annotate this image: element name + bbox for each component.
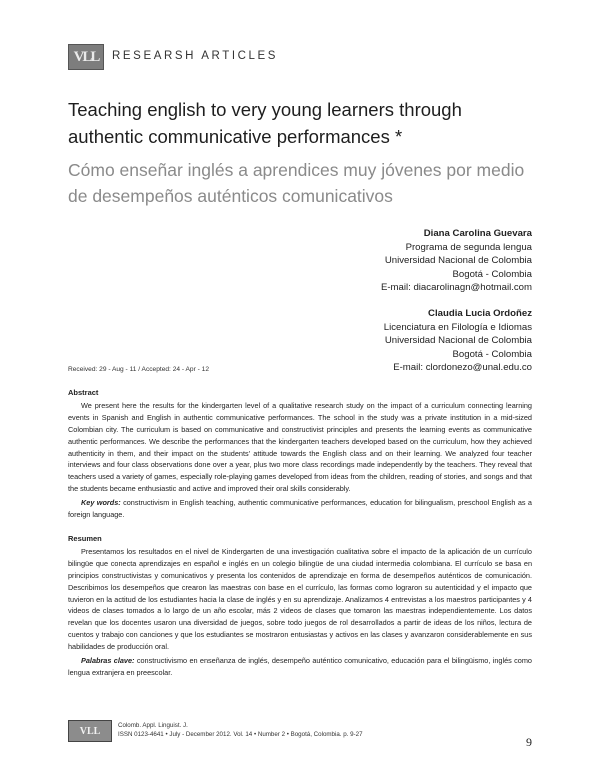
journal-citation — [118, 721, 363, 739]
abstract-body: We present here the results for the kindergarten level of a qualitative research study on the impact of a curriculum connecting learning events in Spanish and English in authentic communicative performances. The school in the study was a private institution in a mid-sized Colombian city. The curriculum is based on communicative and constructivist principles and presents the learning events as communicative authentic performances. We describe the performances that the kindergarten teachers developed based on the curriculum, how they achieved authenticity in them, and their impact on the students' attitude towards the English class and on their learning. We analyzed four teacher interviews and four class observations done over a year, plus two more class recordings made independently by the teachers. They reveal that teachers used a variety of games, especially role-playing games developed from ideas from the children, reading of stories, and songs and that the students became enthusiastic and active and improved their oral skills considerably. — [68, 400, 532, 494]
title-spanish: Cómo enseñar inglés a aprendices muy jóvenes por medio de desempeños auténticos comunicativos — [68, 160, 525, 206]
author-block — [381, 227, 532, 375]
keywords-label: Key words: — [81, 498, 121, 508]
author-name: Claudia Lucia Ordoñez — [428, 307, 532, 319]
journal-logo-icon: VLL — [68, 44, 104, 70]
received-dates: Received: 29 - Aug - 11 / Accepted: 24 - Apr - 12 — [68, 366, 209, 373]
palabras-clave-text: constructivismo en enseñanza de inglés, desempeño auténtico comunicativo, educación para el bilingüismo, inglés como lengua extranjera en preescolar. — [68, 656, 532, 677]
author-2 — [381, 307, 532, 375]
abstract-keywords — [68, 497, 532, 521]
resumen-keywords — [68, 655, 532, 679]
author-university: Universidad Nacional de Colombia — [384, 335, 532, 347]
author-email: E-mail: diacarolinagn@hotmail.com — [380, 282, 532, 294]
author-email: E-mail: clordonezo@unal.edu.co — [393, 362, 532, 374]
title-english: Teaching english to very young learners through authentic communicative performances * — [68, 99, 462, 147]
palabras-clave-label: Palabras clave: — [81, 656, 135, 666]
author-affiliation: Licenciatura en Filología e Idiomas — [383, 321, 532, 333]
journal-name: Colomb. Appl. Linguist. J. — [118, 722, 188, 729]
abstract-heading: Abstract — [68, 388, 99, 397]
author-name: Diana Carolina Guevara — [423, 228, 532, 239]
resumen-body: Presentamos los resultados en el nivel de Kindergarten de una investigación cualitativa sobre el impacto de la aplicación de un currículo bilingüe que conecta aprendizajes en español e inglés en un colegio bilingüe de una ciudad intermedia colombiana. El currículo se basa en principios constructivistas y comunicativos y presenta los contenidos de aprendizaje en forma de desempeños auténticos de comunicación. Describimos los desempeños que crearon las maestras con base en el currículo, las formas como lograron su autenticidad y el impacto que tuvieron en la actitud de los estudiantes hacia la clase de inglés y en su aprendizaje. Analizamos 4 entrevistas a los maestros participantes y 4 videos de clases tomados a lo largo de un año escolar, más 2 videos de clases que tomaron las maestras independientemente. Los datos revelan que los docentes usaron una diversidad de juegos, sobre todo juegos de rol desarrollados a partir de ideas de los niños, lectura de cuentos y trabajo con canciones y que los estudiantes se mostraron entusiastas y activos en las clases y avanzaron considerablemente en sus habilidades de producción oral. — [68, 546, 532, 652]
footer-journal-logo-icon: VLL — [68, 720, 112, 742]
page-number: 9 — [526, 735, 532, 749]
section-label: RESEARSH ARTICLES — [112, 50, 279, 62]
author-location: Bogotá - Colombia — [452, 268, 532, 280]
abstract-section — [68, 387, 532, 521]
journal-issue: ISSN 0123-4641 • July - December 2012. Vol. 14 • Number 2 • Bogotá, Colombia. p. 9-27 — [118, 731, 363, 738]
resumen-section — [68, 533, 532, 679]
resumen-heading: Resumen — [68, 534, 102, 543]
author-affiliation: Programa de segunda lengua — [405, 241, 532, 253]
author-1 — [381, 227, 532, 295]
author-university: Universidad Nacional de Colombia — [384, 255, 532, 267]
author-location: Bogotá - Colombia — [452, 348, 532, 360]
keywords-text: constructivism in English teaching, authentic communicative performances, education for bilingualism, preschool English as a foreign language. — [68, 498, 532, 520]
